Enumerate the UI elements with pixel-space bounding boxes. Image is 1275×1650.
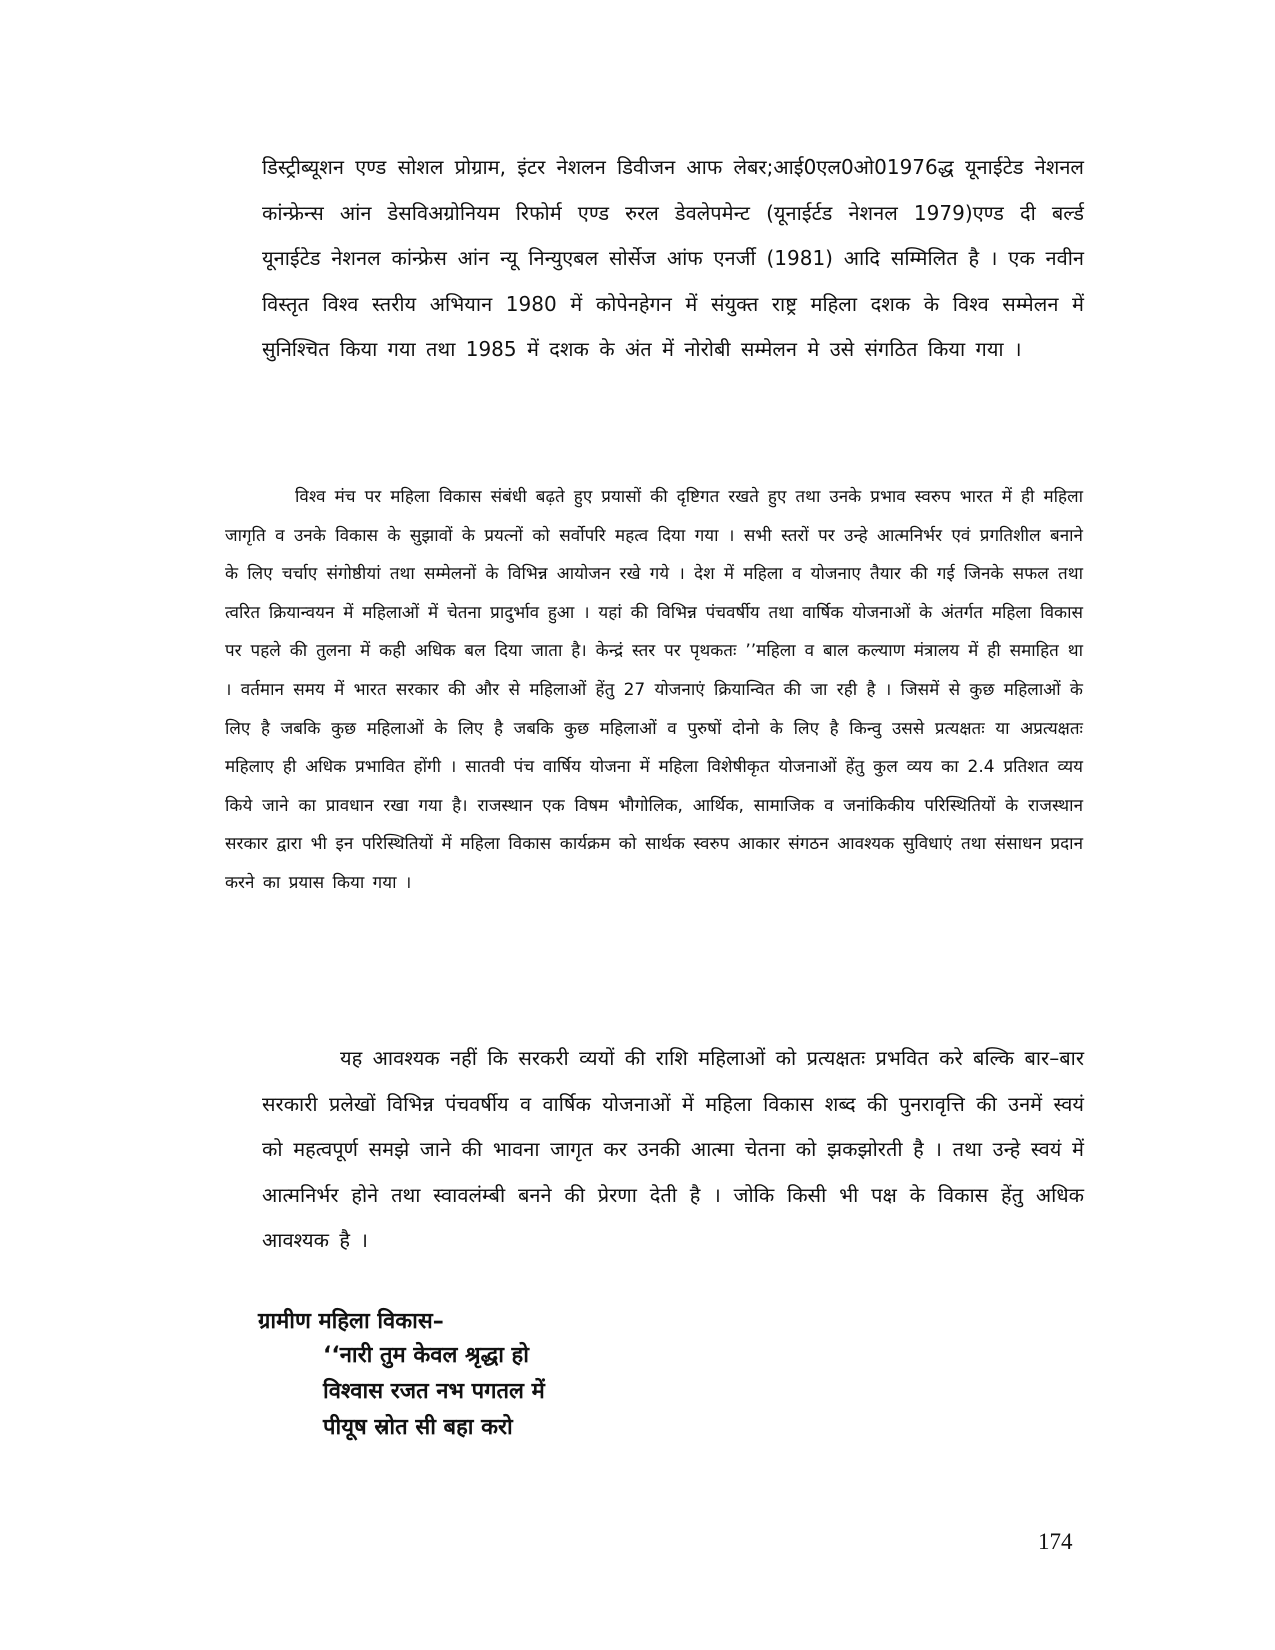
paragraph-2: विश्व मंच पर महिला विकास संबंधी बढ़ते हुए प्रयासों की दृष्टिगत रखते हुए तथा उनके प्रभाव स्वरुप भारत में ही महिला जागृति व उनके विकास के सुझावों के प्रयत्नों को सर्वोपरि महत्व दिया गया । सभी स्तरों पर उन्हे आत्मनिर्भर एवं प्रगतिशील बनाने के लिए चर्चाए संगोष्ठीयां तथा सम्मेलनों के विभिन्न आयोजन रखे गये । देश में महिला व योजनाए तैयार की गई जिनके सफल तथा त्वरित क्रियान्वयन में महिलाओं में चेतना प्रादुर्भाव हुआ । यहां की विभिन्न पंचवर्षीय तथा वार्षिक योजनाओं के अंतर्गत महिला विकास पर पहले की तुलना में कही अधिक बल दिया जाता है। केन्द्रं स्तर पर पृथकतः ’’महिला व बाल कल्याण मंत्रालय में ही समाहित था । वर्तमान समय में भारत सरकार की और से महिलाओं हेंतु 27 योजनाएं क्रियान्वित की जा रही है । जिसमें से कुछ महिलाओं के लिए है जबकि कुछ महिलाओं के लिए है जबकि कुछ महिलाओं व पुरुषों दोनो के लिए है किन्वु उससे प्रत्यक्षतः या अप्रत्यक्षतः महिलाए ही अधिक प्रभावित होंगी । सातवी पंच वार्षिय योजना में महिला विशेषीकृत योजनाओं हेंतु कुल व्यय का 2.4 प्रतिशत व्यय किये जाने का प्रावधान रखा गया है। राजस्थान एक विषम भौगोलिक, आर्थिक, सामाजिक व जनांकिकीय परिस्थितियों के राजस्थान सरकार द्वारा भी इन परिस्थितियों में महिला विकास कार्यक्रम को सार्थक स्वरुप आकार संगठन आवश्यक सुविधाएं तथा संसाधन प्रदान करने का प्रयास किया गया । — [225, 487, 1083, 893]
section-heading: ग्रामीण महिला विकास– — [258, 1309, 444, 1334]
paragraph-3: यह आवश्यक नहीं कि सरकरी व्ययों की राशि महिलाओं को प्रत्यक्षतः प्रभवित करे बल्कि बार–बार सरकारी प्रलेखों विभिन्न पंचवर्षीय व वार्षिक योजनाओं में महिला विकास शब्द की पुनरावृत्ति की उनमें स्वयं को महत्वपूर्ण समझे जाने की भावना जागृत कर उनकी आत्मा चेतना को झकझोरती है । तथा उन्हे स्वयं में आत्मनिर्भर होने तथा स्वावलंम्बी बनने की प्रेरणा देती है । जोकि किसी भी पक्ष के विकास हेंतु अधिक आवश्यक है । — [262, 1046, 1084, 1252]
poem-line-2: विश्वास रजत नभ पगतल में — [323, 1379, 545, 1404]
poem-line-1: ‘‘नारी तुम केवल श्रृद्धा हो — [323, 1343, 529, 1368]
poem-line-3: पीयूष स्रोत सी बहा करो — [323, 1415, 513, 1440]
page-number: 174 — [1038, 1529, 1073, 1554]
poem-quote — [323, 1338, 545, 1446]
paragraph-1: डिस्ट्रीब्यूशन एण्ड सोशल प्रोग्राम, इंटर नेशलन डिवीजन आफ लेबर;आई0एल0ओ01976द्ध यूनाईटेड नेशनल कांन्फ्रेन्स आंन डेसविअग्रोनियम रिफोर्म एण्ड रुरल डेवलेपमेन्ट (यूनाईर्टड नेशनल 1979)एण्ड दी बर्ल्ड यूनाईटेड नेशनल कांन्फ्रेस आंन न्यू निन्युएबल सोर्सेज आंफ एनर्जी (1981) आदि सम्मिलित है । एक नवीन विस्तृत विश्व स्तरीय अभियान 1980 में कोपेनहेगन में संयुक्त राष्ट्र महिला दशक के विश्व सम्मेलन में सुनिश्चित किया गया तथा 1985 में दशक के अंत में नोरोबी सम्मेलन मे उसे संगठित किया गया । — [262, 155, 1084, 361]
